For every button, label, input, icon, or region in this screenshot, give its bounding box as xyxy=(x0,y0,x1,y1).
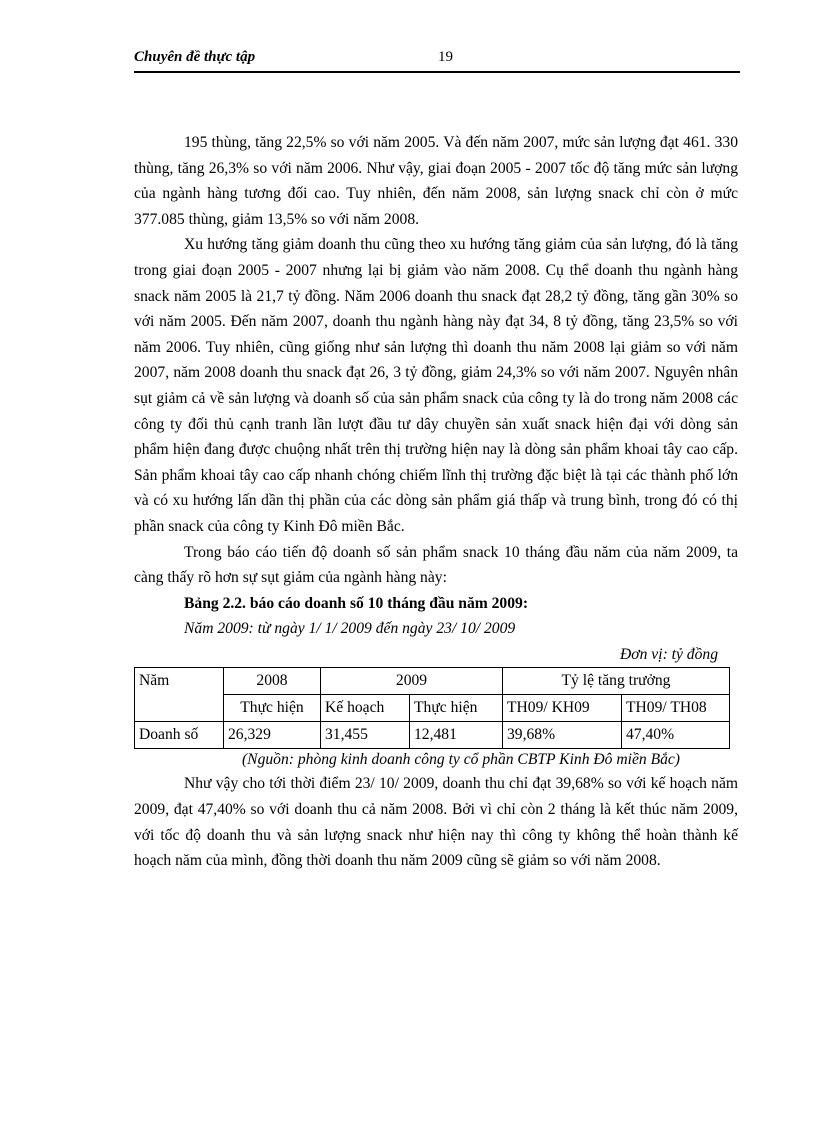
cell-th09-th08: 47,40% xyxy=(622,722,730,749)
table-source: (Nguồn: phòng kinh doanh công ty cổ phần CBTP Kinh Đô miền Bắc) xyxy=(241,751,681,769)
revenue-table xyxy=(134,667,730,749)
header-2009: 2009 xyxy=(321,668,503,695)
page-header xyxy=(134,49,740,73)
header-th09-th08: TH09/ TH08 xyxy=(622,695,730,722)
closing-paragraph: Như vậy cho tới thời điểm 23/ 10/ 2009, doanh thu chỉ đạt 39,68% so với kế hoạch năm 2009, đạt 47,40% so với doanh thu cả năm 2008. Bởi vì chỉ còn 2 tháng là kết thúc năm 2009, với tốc độ doanh thu và sản lượng snack như hiện nay thì công ty không thể hoàn thành kế hoạch năm của mình, đồng thời doanh thu năm 2009 cũng sẽ giảm so với năm 2008. xyxy=(134,775,738,870)
header-year: Năm xyxy=(135,668,224,722)
paragraph-3: Trong báo cáo tiến độ doanh số sản phẩm snack 10 tháng đầu năm của năm 2009, ta càng thấy rõ hơn sự sụt giảm của ngành hàng này: xyxy=(134,543,738,587)
page-number: 19 xyxy=(438,49,453,65)
table-unit: Đơn vị: tỷ đồng xyxy=(620,645,718,663)
cell-plan-2009: 31,455 xyxy=(321,722,410,749)
cell-actual-2009: 12,481 xyxy=(410,722,503,749)
table-subcaption: Năm 2009: từ ngày 1/ 1/ 2009 đến ngày 23/ 10/ 2009 xyxy=(184,620,516,638)
document-title: Chuyên đề thực tập xyxy=(134,49,256,65)
table-row xyxy=(135,722,730,749)
header-growth: Tỷ lệ tăng trưởng xyxy=(503,668,730,695)
header-th09-kh09: TH09/ KH09 xyxy=(503,695,622,722)
row-label: Doanh số xyxy=(135,722,224,749)
page-content xyxy=(134,130,738,874)
table-subheader-row xyxy=(135,695,730,722)
cell-th09-kh09: 39,68% xyxy=(503,722,622,749)
paragraph-2: Xu hướng tăng giảm doanh thu cũng theo xu hướng tăng giảm của sản lượng, đó là tăng trong giai đoạn 2005 - 2007 nhưng lại bị giảm vào năm 2008. Cụ thể doanh thu ngành hàng snack năm 2005 là 21,7 tỷ đồng. Năm 2006 doanh thu snack đạt 28,2 tỷ đồng, tăng gần 30% so với năm 2005. Đến năm 2007, doanh thu ngành hàng này đạt 34, 8 tỷ đồng, tăng 23,5% so với năm 2006. Tuy nhiên, cũng giống như sản lượng thì doanh thu năm 2008 lại giảm so với năm 2007, năm 2008 doanh thu snack đạt 26, 3 tỷ đồng, giảm 24,3% so với năm 2007. Nguyên nhân sụt giảm cả về sản lượng và doanh số của sản phẩm snack của công ty là do trong năm 2008 các công ty đối thủ cạnh tranh lần lượt đầu tư dây chuyền sản xuất snack hiện đại với dòng sản phẩm hiện đang được chuộng nhất trên thị trường hiện nay là dòng sản phẩm khoai tây cao cấp. Sản phẩm khoai tây cao cấp nhanh chóng chiếm lĩnh thị trường đặc biệt là tại các thành phố lớn và có xu hướng lấn dần thị phần của các dòng sản phẩm giá thấp và trung bình, trong đó có thị phần snack của công ty Kinh Đô miền Bắc. xyxy=(134,236,738,535)
header-plan-2009: Kế hoạch xyxy=(321,695,410,722)
header-2008: 2008 xyxy=(224,668,321,695)
header-actual-2008: Thực hiện xyxy=(224,695,321,722)
cell-actual-2008: 26,329 xyxy=(224,722,321,749)
table-header-row xyxy=(135,668,730,695)
header-actual-2009: Thực hiện xyxy=(410,695,503,722)
table-caption: Bảng 2.2. báo cáo doanh số 10 tháng đầu năm 2009: xyxy=(184,594,529,612)
paragraph-1: 195 thùng, tăng 22,5% so với năm 2005. Và đến năm 2007, mức sản lượng đạt 461. 330 thùng, tăng 26,3% so với năm 2006. Như vậy, giai đoạn 2005 - 2007 tốc độ tăng mức sản lượng của ngành hàng tương đối cao. Tuy nhiên, đến năm 2008, sản lượng snack chỉ còn ở mức 377.085 thùng, giảm 13,5% so với năm 2008. xyxy=(134,134,738,228)
